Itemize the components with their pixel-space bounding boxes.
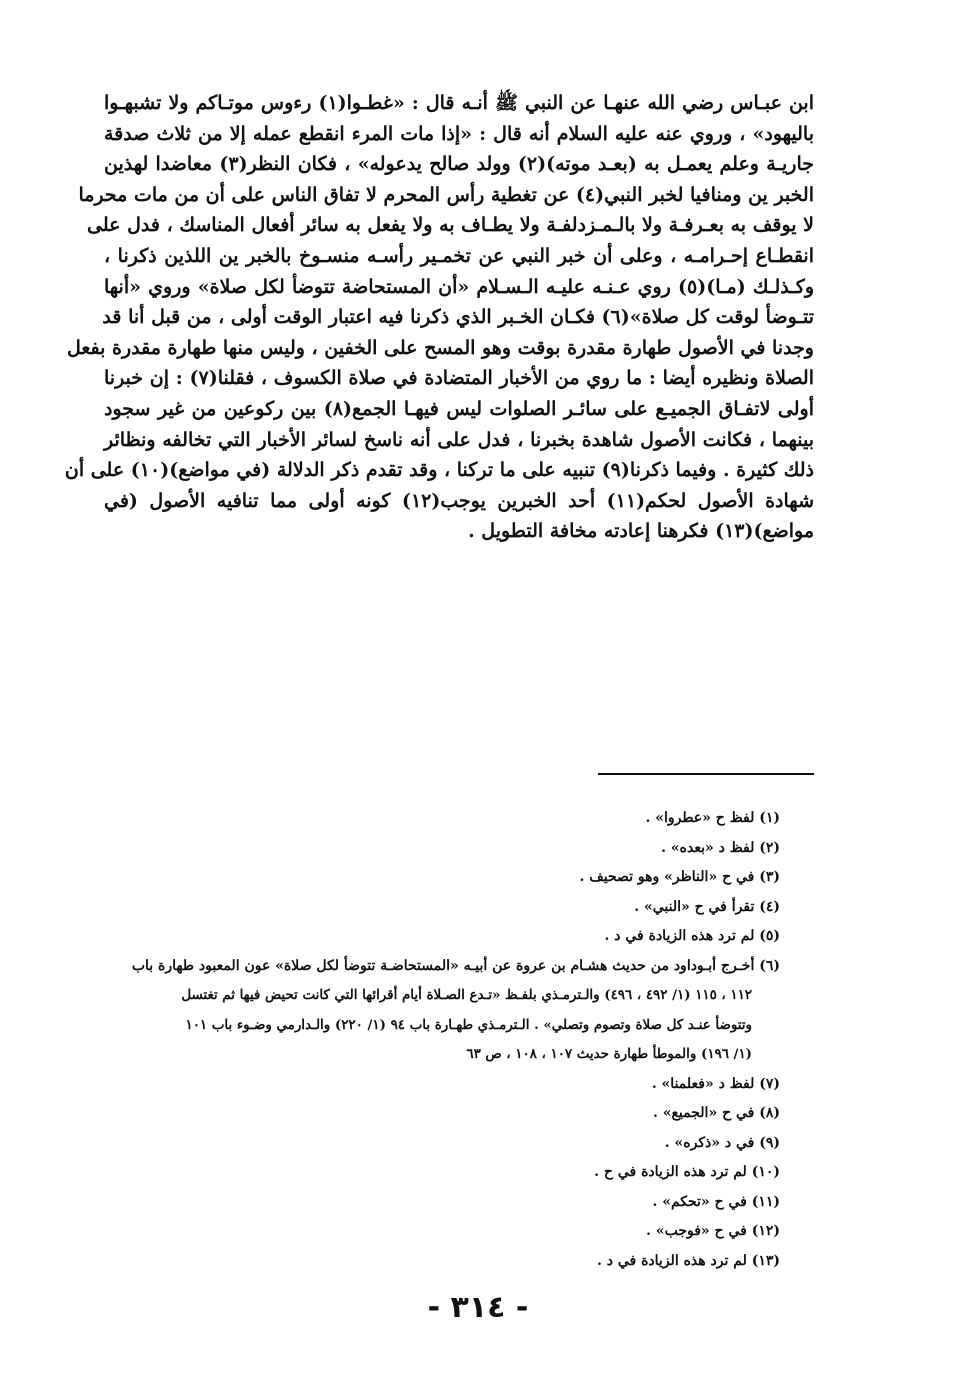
footnote: (١٢) في ح «فوجب» . [646,1223,780,1239]
body-line: باليهود» ، وروي عنه عليه السلام أنه قال : «إذا مات المرء انقطع عمله إلا من ثلاث صدقة [104,122,814,145]
body-line: أولى لاتفـاق الجميـع على سائـر الصلوات ليس فيهـا الجمع(٨) بين ركوعين من غير سجود [104,397,814,420]
body-line: تتـوضأ لوقت كل صلاة»(٦) فكـان الخـبر الذي ذكرنا فيه اعتبار الوقت أولى ، من قبل أنا قد [102,306,814,329]
footnote: (١٣) لم ترد هذه الزيادة في د . [597,1252,780,1269]
body-line: انقطـاع إحـرامـه ، وعلى أن خبر النبي عن تخمـير رأسـه منسـوخ بالخبر ين اللذين ذكرنا ، [104,244,814,267]
body-line: جاريـة وعلم يعمـل به (بعـد موته)(٢) وولد صالح يدعوله» ، فكان النظر(٣) معاضدا لهذين [104,153,814,176]
footnote-continuation: (١/ ١٩٦) والموطأ طهارة حديث ١٠٧ ، ١٠٨ ، ص ٦٣ [466,1046,752,1062]
footnote: (٨) في ح «الجميع» . [652,1105,780,1121]
footnote-divider [598,773,814,775]
footnote-continuation: ١١٢ ، ١١٥ (١/ ٤٩٢ ، ٤٩٦) والـترمـذي بلفـظ «تـدع الصـلاة أيام أقرائها التي كانت تحيض فيها ثم تغتسل [181,987,752,1003]
body-line: وجدنا في الأصول طهارة مقدرة بوقت وهو المسح على الخفين ، وليس منها طهارة مقدرة بفعل [66,336,814,359]
footnote: (٧) لفظ د «فعلمنا» . [651,1075,780,1092]
body-line: وكـذلـك (مـا)(٥) روي عـنـه عليـه الـسـلام «أن المستحاضة تتوضأ لكل صلاة» وروي «أنها [104,275,815,298]
footnote: (٣) في ح «الناظر» وهو تصحيف . [579,869,780,885]
footnote: (١١) في ح «تحكم» . [652,1193,780,1210]
page-number: - ٣١٤ - [427,1290,529,1325]
footnote: (٤) تقرأ في ح «النبي» . [634,898,780,915]
body-text [64,88,815,547]
body-line: ذلك كثيرة . وفيما ذكرنا(٩) تنبيه على ما تركنا ، وقد تقدم ذكر الدلالة (في مواضع)(١٠) على أن [64,459,814,482]
footnotes [110,804,780,1276]
footnote: (٦) أخـرج أبـوداود من حديث هشـام بن عروة عن أبيـه «المستحاضـة تتوضأ لكل صلاة» عون المعبود طهارة باب [131,957,780,974]
body-line: ابن عبـاس رضي الله عنهـا عن النبي ﷺ أنـه قال : «غطـوا(١) رءوس موتـاكم ولا تشبهـوا [104,92,815,114]
body-line: لا يوقف به بعـرفـة ولا بالـمـزدلفـة ولا يطـاف به ولا يفعل به سائر أفعال المناسك ، فدل على [87,214,814,237]
body-line: الخبر ين ومنافيا لخبر النبي(٤) عن تغطية رأس المحرم لا تفاق الناس على أن من مات محرما [78,183,814,206]
footnote: (١) لفظ ح «عطروا» . [645,810,780,826]
body-line: بينهما ، فكانت الأصول شاهدة بخبرنا ، فدل على أنه ناسخ لسائر الأخبار التي تخالفه ونظائر [104,428,814,451]
footnote-continuation: وتتوضأ عنـد كل صلاة وتصوم وتصلي» . الـترمـذي طهـارة باب ٩٤ (١/ ٢٢٠) والـدارمي وضـوء باب ١٠١ [185,1016,752,1033]
footnote: (١٠) لم ترد هذه الزيادة في ح . [594,1164,780,1180]
footnote: (٩) في د «ذكره» . [664,1134,780,1151]
footnote: (٥) لم ترد هذه الزيادة في د . [604,928,780,944]
body-line: مواضع)(١٣) فكرهنا إعادته مخافة التطويل . [468,520,814,543]
body-line: الصلاة ونظيره أيضا : ما روي من الأخبار المتضادة في صلاة الكسوف ، فقلنا(٧) : إن خبرنا [104,367,814,390]
footnote: (٢) لفظ د «بعده» . [661,839,780,856]
body-line: شهادة الأصول لحكم(١١) أحد الخبرين يوجب(١٢) كونه أولى مما تنافيه الأصول (في [104,489,814,512]
